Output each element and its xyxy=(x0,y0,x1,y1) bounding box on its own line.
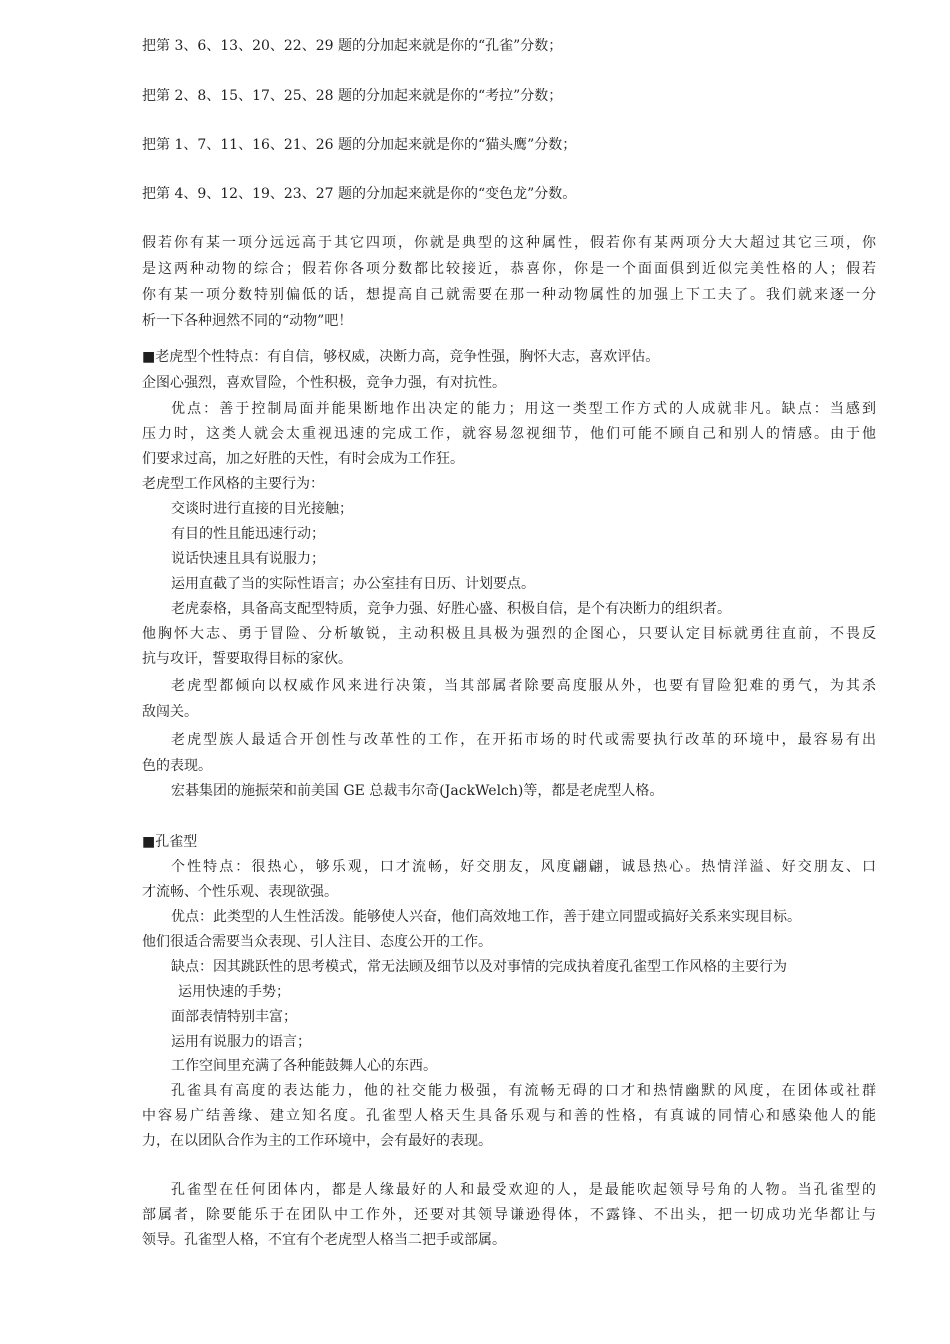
tiger-pros-line: 优点：善于控制局面并能果断地作出决定的能力；用这一类型工作方式的人成就非凡。缺点：当感到 xyxy=(171,401,876,417)
peacock-para2-line: 领导。孔雀型人格，不宜有个老虎型人格当二把手或部属。 xyxy=(142,1232,506,1248)
tiger-pros-line: 们要求过高，加之好胜的天性，有时会成为工作狂。 xyxy=(142,451,464,467)
score-line-owl: 把第 1、7、11、16、21、26 题的分加起来就是你的“猫头鹰”分数； xyxy=(142,137,577,153)
score-line-peacock: 把第 3、6、13、20、22、29 题的分加起来就是你的“孔雀”分数； xyxy=(142,38,563,54)
peacock-pros-line: 他们很适合需要当众表现、引人注目、态度公开的工作。 xyxy=(142,934,492,950)
peacock-behavior: 工作空间里充满了各种能鼓舞人心的东西。 xyxy=(171,1058,437,1074)
peacock-para1-line: 中容易广结善缘、建立知名度。孔雀型人格天生具备乐观与和善的性格，有真诚的同情心和感染他人的能 xyxy=(142,1108,876,1124)
peacock-para1-line: 孔雀具有高度的表达能力，他的社交能力极强，有流畅无碍的口才和热情幽默的风度，在团体或社群 xyxy=(171,1083,876,1099)
peacock-behavior: 运用有说服力的语言； xyxy=(171,1034,311,1050)
peacock-heading: ■孔雀型 xyxy=(142,834,198,850)
intro-line: 假若你有某一项分远远高于其它四项，你就是典型的这种属性，假若你有某两项分大大超过其它三项，你 xyxy=(142,235,876,251)
tiger-heading: ■老虎型个性特点：有自信，够权威，决断力高，竞争性强，胸怀大志，喜欢评估。 xyxy=(142,349,660,365)
tiger-style-heading: 老虎型工作风格的主要行为： xyxy=(142,476,324,492)
peacock-pros-line: 优点：此类型的人生性活泼。能够使人兴奋，他们高效地工作，善于建立同盟或搞好关系来实现目标。 xyxy=(171,909,801,925)
tiger-para1-line: 他胸怀大志、勇于冒险、分析敏锐，主动积极且具极为强烈的企图心，只要认定目标就勇往直前，不畏反 xyxy=(142,626,876,642)
tiger-behavior: 说话快速且具有说服力； xyxy=(171,551,325,567)
peacock-para1-line: 力，在以团队合作为主的工作环境中，会有最好的表现。 xyxy=(142,1133,492,1149)
tiger-para1-line: 抗与攻讦，誓要取得目标的家伙。 xyxy=(142,651,352,667)
tiger-para1-line: 老虎泰格，具备高支配型特质，竞争力强、好胜心盛、积极自信，是个有决断力的组织者。 xyxy=(171,601,731,617)
tiger-para2-line: 敌闯关。 xyxy=(142,704,198,720)
intro-line: 你有某一项分数特别偏低的话，想提高自己就需要在那一种动物属性的加强上下工夫了。我们就来逐一分 xyxy=(142,287,876,303)
tiger-para2-line: 老虎型都倾向以权威作风来进行决策，当其部属者除要高度服从外，也要有冒险犯难的勇气，为其杀 xyxy=(171,678,876,694)
tiger-behavior: 运用直截了当的实际性语言；办公室挂有日历、计划要点。 xyxy=(171,576,535,592)
tiger-traits: 企图心强烈，喜欢冒险，个性积极，竞争力强，有对抗性。 xyxy=(142,375,506,391)
peacock-traits-line: 才流畅、个性乐观、表现欲强。 xyxy=(142,884,338,900)
peacock-para2-line: 孔雀型在任何团体内，都是人缘最好的人和最受欢迎的人，是最能吹起领导号角的人物。当孔雀型的 xyxy=(171,1182,876,1198)
tiger-para4: 宏碁集团的施振荣和前美国 GE 总裁韦尔奇(JackWelch)等，都是老虎型人格。 xyxy=(171,783,664,799)
peacock-behavior: 运用快速的手势； xyxy=(178,984,290,1000)
score-line-koala: 把第 2、8、15、17、25、28 题的分加起来就是你的“考拉”分数； xyxy=(142,88,563,104)
tiger-pros-line: 压力时，这类人就会太重视迅速的完成工作，就容易忽视细节，他们可能不顾自己和别人的情感。由于他 xyxy=(142,426,876,442)
intro-line: 是这两种动物的综合；假若你各项分数都比较接近，恭喜你，你是一个面面俱到近似完美性格的人；假若 xyxy=(142,261,876,277)
score-line-chameleon: 把第 4、9、12、19、23、27 题的分加起来就是你的“变色龙”分数。 xyxy=(142,186,577,202)
tiger-behavior: 有目的性且能迅速行动； xyxy=(171,526,325,542)
tiger-behavior: 交谈时进行直接的目光接触； xyxy=(171,501,353,517)
intro-line: 析一下各种迥然不同的“动物”吧！ xyxy=(142,313,353,329)
peacock-para2-line: 部属者，除要能乐于在团队中工作外，还要对其领导谦逊得体，不露锋、不出头，把一切成功光华都让与 xyxy=(142,1207,876,1223)
peacock-cons: 缺点：因其跳跃性的思考模式，常无法顾及细节以及对事情的完成执着度孔雀型工作风格的主要行为 xyxy=(171,959,787,975)
peacock-behavior: 面部表情特别丰富； xyxy=(171,1009,297,1025)
tiger-para3-line: 老虎型族人最适合开创性与改革性的工作，在开拓市场的时代或需要执行改革的环境中，最容易有出 xyxy=(171,732,876,748)
tiger-para3-line: 色的表现。 xyxy=(142,758,212,774)
peacock-traits-line: 个性特点：很热心，够乐观，口才流畅，好交朋友，风度翩翩，诚恳热心。热情洋溢、好交朋友、口 xyxy=(171,859,876,875)
